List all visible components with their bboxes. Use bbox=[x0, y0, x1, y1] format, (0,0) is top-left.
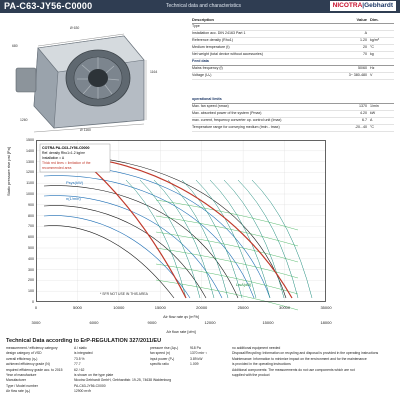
erp-row bbox=[150, 362, 228, 367]
erp-key: specific ratio bbox=[150, 362, 169, 367]
erp-key: Manufacturer bbox=[6, 378, 26, 383]
y-tick-label: 600 bbox=[28, 235, 34, 240]
erp-note-line: Additional components: The measurements do not use components which are not bbox=[232, 367, 355, 372]
y-tick-label: 1200 bbox=[26, 170, 34, 175]
erp-key: Year of manufacture bbox=[6, 372, 37, 377]
erp-title: Technical Data according to ErP-REGULATION 327/2011/EU bbox=[6, 338, 162, 344]
model-number: PA-C63-JY56-C0000 bbox=[4, 1, 93, 11]
operational-limits-heading: operational limits bbox=[192, 97, 394, 104]
x-tick-label: 18000 bbox=[320, 320, 332, 325]
x-tick-label: 20000 bbox=[196, 305, 208, 310]
erp-key: design category of VSD bbox=[6, 351, 42, 356]
erp-value: is shown on the type plate bbox=[74, 372, 114, 377]
erp-key: measurement / efficiency category bbox=[6, 345, 58, 350]
erp-key: required efficiency grade acc. to 2015 bbox=[6, 367, 63, 372]
chart-x-axis-label-bottom: Air flow rate [cfm] bbox=[166, 330, 196, 334]
erp-value: is integrated bbox=[74, 351, 93, 356]
fan-performance-chart bbox=[36, 140, 326, 302]
erp-value: 77.7 bbox=[74, 362, 81, 367]
x-tick-label: 35000 bbox=[320, 305, 332, 310]
erp-value: 1.009 bbox=[190, 362, 199, 367]
y-tick-label: 0 bbox=[32, 300, 34, 304]
erp-key: fan speed (n) bbox=[150, 351, 170, 356]
dim-label: 1164 bbox=[150, 70, 158, 74]
y-tick-label: 100 bbox=[28, 289, 34, 294]
erp-value: 3.89 kW bbox=[190, 356, 203, 361]
erp-value: 1370 min⁻¹ bbox=[190, 351, 207, 356]
legend-line: recommended area bbox=[42, 166, 72, 170]
erp-value: Nicotra Gebhardt GmbH, Gebhardtstr. 19-25, 74638 Waldenburg bbox=[74, 378, 172, 383]
erp-value: 62 / 62 bbox=[74, 367, 85, 372]
y-tick-label: 1000 bbox=[26, 192, 34, 196]
legend-line: Installation = A bbox=[42, 156, 65, 160]
erp-value: 918 Pa bbox=[190, 345, 201, 350]
spec-row: Temperature range for conveying medium (tmin - tmax) -20...40 °C bbox=[192, 125, 394, 132]
erp-key: Type / Model number bbox=[6, 383, 38, 388]
erp-key: achieved efficiency grade (N) bbox=[6, 362, 50, 367]
spec-table-limits bbox=[192, 97, 394, 132]
spec-row: Max. absorbed power of the system (Pmax) 4.20 kW bbox=[192, 111, 394, 118]
dim-label: 680 bbox=[12, 44, 18, 48]
sound-level-label: LwA(dB) bbox=[236, 282, 252, 287]
dim-label: Ø 1160 bbox=[80, 128, 91, 132]
spec-row: Reference density (Rho1) 1.20 kg/m³ bbox=[192, 38, 394, 45]
erp-value: PA-C63-JY56-C0000 bbox=[74, 383, 106, 388]
y-tick-label: 300 bbox=[28, 267, 34, 272]
erp-value: A / static bbox=[74, 345, 87, 350]
spec-row: Medium temperature (t) 20 °C bbox=[192, 45, 394, 52]
x-tick-label: 3000 bbox=[31, 320, 41, 325]
erp-key: input power (Pₑ) bbox=[150, 356, 175, 361]
fan-product-drawing bbox=[6, 16, 156, 134]
chart-y-axis-label: Static pressure rise pst [Pa] bbox=[6, 147, 11, 196]
erp-note-line: no additional equipment needed bbox=[232, 345, 281, 350]
y-tick-label: 500 bbox=[28, 246, 34, 250]
erp-note-line: Maintenance: Information to minimize impact on the environment and for the maintenance bbox=[232, 356, 367, 361]
erp-key: Air flow rate (qᵥ) bbox=[6, 389, 31, 394]
x-tick-label: 0 bbox=[34, 305, 38, 310]
erp-value: 73.5 % bbox=[74, 356, 85, 361]
y-tick-label: 800 bbox=[28, 213, 34, 218]
y-tick-label: 400 bbox=[28, 256, 34, 261]
x-tick-label: 30000 bbox=[279, 305, 291, 310]
brand-logo: NICOTRA|Gebhardt bbox=[330, 1, 396, 11]
y-tick-label: 1400 bbox=[26, 148, 34, 153]
psys-label: Psys(kW) bbox=[66, 180, 84, 185]
erp-key: overall efficiency (ηₑ) bbox=[6, 356, 38, 361]
y-tick-label: 200 bbox=[28, 278, 34, 283]
spec-row: Max. fan speed (nmax) 1370 1/min bbox=[192, 104, 394, 111]
x-tick-label: 6000 bbox=[89, 320, 99, 325]
dim-label: 1260 bbox=[20, 118, 28, 122]
y-tick-label: 1500 bbox=[26, 138, 34, 142]
erp-row bbox=[6, 389, 144, 394]
erp-table-middle bbox=[150, 346, 228, 368]
chart-legend-box bbox=[40, 144, 110, 172]
header-bar bbox=[0, 0, 400, 13]
spec-table-header: Description Value Dim. bbox=[192, 17, 394, 24]
erp-notes bbox=[232, 346, 396, 378]
y-tick-label: 900 bbox=[28, 202, 34, 207]
x-tick-label: 9000 bbox=[147, 320, 157, 325]
spec-row: max. current, frequency converter op. control unit (Imax) 6.7 A bbox=[192, 118, 394, 125]
erp-note-line: Disposal/Recycling: Information on recycling and disposal is provided in the operating instructions bbox=[232, 351, 379, 356]
erp-key: pressure rise (Δpₛ) bbox=[150, 345, 179, 350]
chart-x-axis-label-top: Air flow rate qv [m³/h] bbox=[163, 315, 199, 319]
y-tick-label: 1100 bbox=[26, 181, 34, 186]
legend-line: Ref. density Rho1=1.2 kg/m³ bbox=[42, 151, 86, 155]
spec-table-general bbox=[192, 17, 394, 80]
erp-value: 12900 m³/h bbox=[74, 389, 92, 394]
chart-note: * SFR NOT USE IN THIS AREA bbox=[100, 292, 148, 296]
spec-row: Net weight (total device without accessories) 70 kg bbox=[192, 52, 394, 59]
x-tick-label: 25000 bbox=[237, 305, 249, 310]
legend-line: Thick red lines = limitation of the bbox=[42, 161, 91, 165]
x-tick-label: 12000 bbox=[204, 320, 216, 325]
y-tick-label: 1300 bbox=[26, 159, 34, 164]
spec-row: Installation acc. DIN 24163 Part 1 A bbox=[192, 31, 394, 38]
x-tick-label: 10000 bbox=[113, 305, 125, 310]
erp-note-line: supplied with the product bbox=[232, 372, 270, 377]
erp-note-line: is provided in the operating instructions bbox=[232, 362, 291, 367]
speed-label: n(1/min) bbox=[66, 196, 81, 201]
spec-row: Mains frequency (f) 50/60 Hz bbox=[192, 66, 394, 73]
header-subtitle: Technical data and characteristics bbox=[166, 3, 242, 9]
spec-row: Voltage (Uₙ) 3~ 380-480 V bbox=[192, 73, 394, 80]
spec-row: Type bbox=[192, 24, 394, 31]
legend-line: COTRA PA-C63-JY56-C0000 bbox=[42, 146, 90, 150]
x-tick-label: 15000 bbox=[154, 305, 166, 310]
feed-data-heading: Feed data bbox=[192, 59, 394, 66]
y-tick-label: 700 bbox=[28, 224, 34, 229]
dim-label: Ø 630 bbox=[70, 26, 80, 30]
x-tick-label: 15000 bbox=[262, 320, 274, 325]
x-tick-label: 5000 bbox=[72, 305, 82, 310]
